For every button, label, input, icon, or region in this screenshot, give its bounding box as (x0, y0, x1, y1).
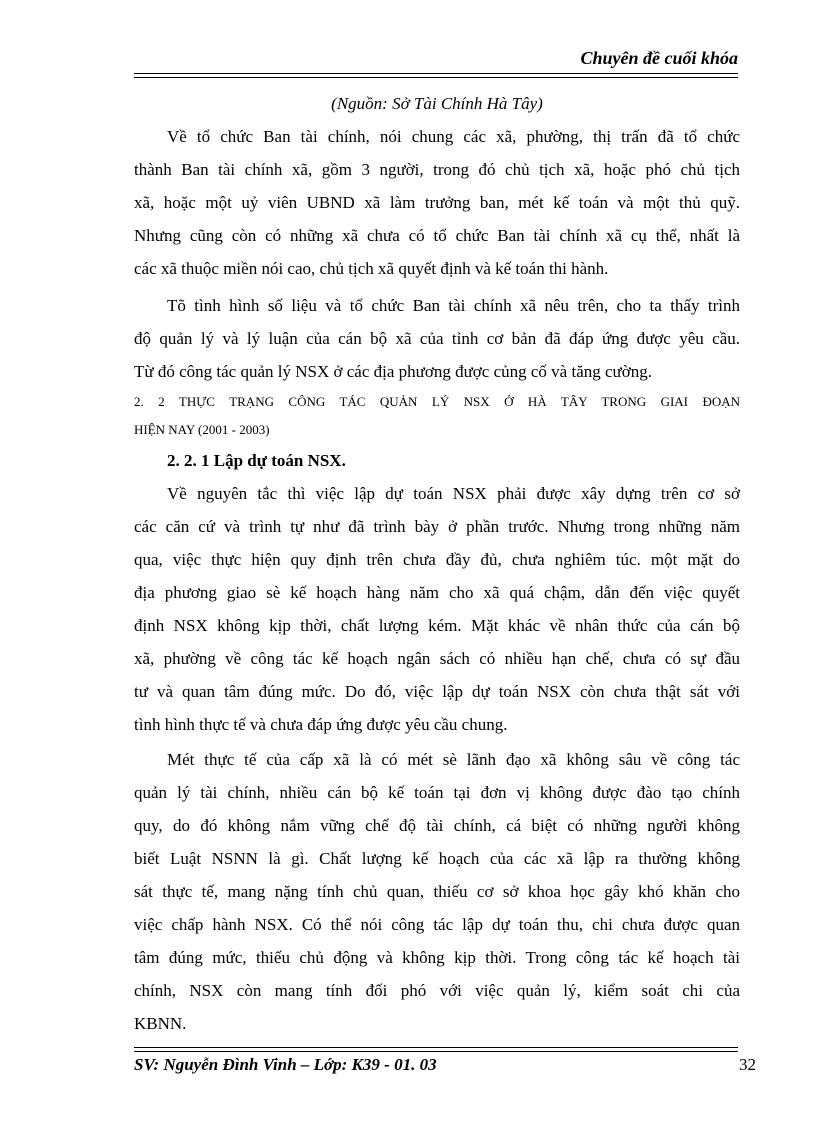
text-line: quản lý tài chính, nhiều cán bộ kế toán tại đơn vị không được đào tạo chính (134, 783, 740, 802)
subsection-heading (134, 444, 740, 477)
footer-author: SV: Nguyễn Đình Vinh – Lớp: K39 - 01. 03 (134, 1055, 437, 1074)
text-line: Tõ tình hình số liệu và tổ chức Ban tài chính xã nêu trên, cho ta thấy trình (167, 296, 740, 315)
text-line: Về tổ chức Ban tài chính, nói chung các xã, phường, thị trấn đã tổ chức (167, 127, 740, 146)
page-body (134, 88, 740, 1040)
section-heading-line: 2. 2 THỰC TRẠNG CÔNG TÁC QUẢN LÝ NSX Ở HÀ TÂY TRONG GIAI ĐOẠN (134, 394, 740, 409)
text-line: sát thực tế, mang nặng tính chủ quan, thiếu cơ sở khoa học gây khó khăn cho (134, 882, 740, 901)
text-line: thành Ban tài chính xã, gồm 3 người, trong đó chủ tịch xã, hoặc phó chủ tịch (134, 160, 740, 179)
page-number: 32 (739, 1055, 756, 1074)
text-line: địa phương giao sè kế hoạch hàng năm cho xã quá chậm, dẫn đến việc quyết (134, 583, 740, 602)
paragraph-3 (134, 477, 740, 741)
paragraph-1 (134, 120, 740, 285)
text-line: qua, việc thực hiện quy định trên chưa đầy đủ, chưa nghiêm túc. một mặt do (134, 550, 740, 569)
text-line: các xã thuộc miền nói cao, chủ tịch xã quyết định và kế toán thi hành. (134, 259, 609, 278)
header-title: Chuyên đề cuối khóa (580, 48, 738, 68)
footer-rule (134, 1047, 738, 1048)
text-line: Mét thực tế của cấp xã là có mét sè lãnh đạo xã không sâu về công tác (167, 750, 740, 769)
footer-rule-secondary (134, 1051, 738, 1052)
header-rule-secondary (134, 77, 738, 78)
text-line: việc chấp hành NSX. Có thể nói công tác lập dự toán thu, chi chưa được quan (134, 915, 740, 934)
text-line: xã, hoặc một uỷ viên UBND xã làm trưởng ban, mét kế toán và một thủ quỹ. (134, 193, 740, 212)
text-line: các căn cứ và trình tự như đã trình bày ở phần trước. Nhưng trong những năm (134, 517, 740, 536)
subsection-heading-text: 2. 2. 1 Lập dự toán NSX. (167, 451, 346, 470)
text-line: Từ đó công tác quản lý NSX ở các địa phương được củng cố và tăng cường. (134, 362, 652, 381)
text-line: KBNN. (134, 1014, 187, 1033)
paragraph-4 (134, 743, 740, 1040)
text-line: tư và quan tâm đúng mức. Do đó, việc lập dự toán NSX còn chưa thật sát với (134, 682, 740, 701)
source-note: (Nguồn: Sở Tài Chính Hà Tây) (331, 94, 543, 113)
text-line: biết Luật NSNN là gì. Chất lượng kế hoạch của các xã lập ra thường không (134, 849, 740, 868)
text-line: tình hình thực tế và chưa đáp ứng được yêu cầu chung. (134, 715, 508, 734)
text-line: tâm đúng mức, thiếu chủ động và không kịp thời. Trong công tác kế hoạch tài (134, 948, 740, 967)
paragraph-2 (134, 289, 740, 388)
section-heading-line: HIỆN NAY (2001 - 2003) (134, 422, 270, 437)
text-line: xã, phường về công tác kế hoạch ngân sách có nhiều hạn chế, chưa có sự đầu (134, 649, 740, 668)
header-rule (134, 73, 738, 74)
text-line: định NSX không kịp thời, chất lượng kém. Mặt khác về nhân thức của cán bộ (134, 616, 740, 635)
text-line: chính, NSX còn mang tính đối phó với việc quản lý, kiểm soát chi của (134, 981, 740, 1000)
text-line: độ quản lý và lý luận của cán bộ xã của tỉnh cơ bản đã đáp ứng được yêu cầu. (134, 329, 740, 348)
text-line: Nhưng cũng còn có những xã chưa có tổ chức Ban tài chính xã cụ thể, nhất là (134, 226, 740, 245)
text-line: quy, do đó không nắm vững chế độ tài chính, cá biệt có những người không (134, 816, 740, 835)
section-heading (134, 388, 740, 444)
text-line: Về nguyên tắc thì việc lập dự toán NSX phải được xây dựng trên cơ sở (167, 484, 740, 503)
